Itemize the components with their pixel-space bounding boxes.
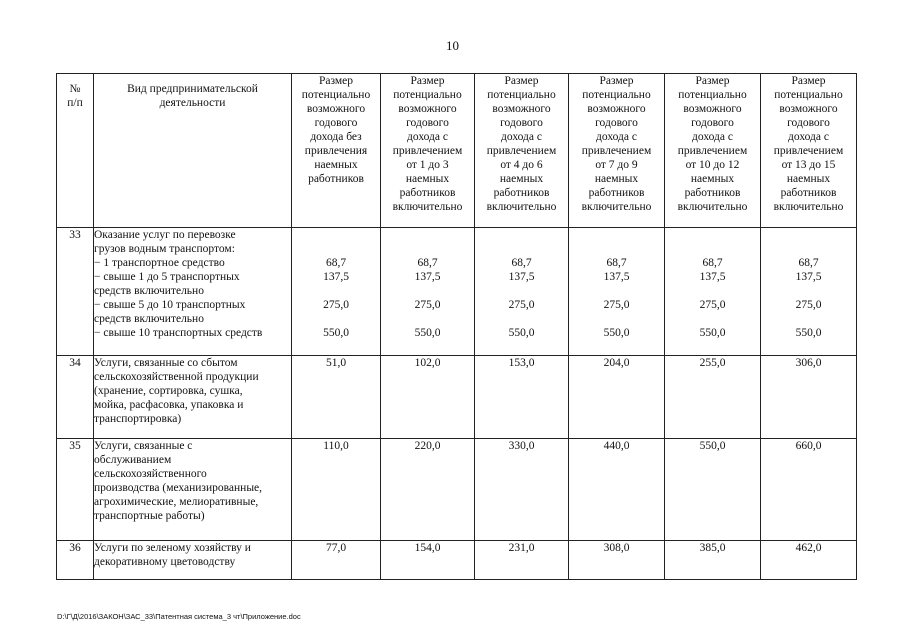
row-value: 51,0 [292,356,381,439]
row-values-7-9-employees: 68,7 137,5 275,0 550,0 [569,228,665,356]
header-income-4-6-employees: Размер потенциально возможного годового дохода с привлечением от 4 до 6 наемных работников включительно [475,74,569,228]
table-row [57,541,857,580]
row-value: 306,0 [761,356,857,439]
row-description: Услуги, связанные с обслуживанием сельскохозяйственного производства (механизированные, агрохимические, мелиоративные, транспортные работы) [94,439,292,541]
patent-income-table [56,73,857,580]
row-value: 462,0 [761,541,857,580]
row-value: 204,0 [569,356,665,439]
table-row [57,228,857,356]
row-value: 255,0 [665,356,761,439]
row-values-13-15-employees: 68,7 137,5 275,0 550,0 [761,228,857,356]
row-value: 110,0 [292,439,381,541]
row-value: 550,0 [665,439,761,541]
row-values-1-3-employees: 68,7 137,5 275,0 550,0 [381,228,475,356]
row-value: 308,0 [569,541,665,580]
row-value: 440,0 [569,439,665,541]
header-row [57,74,857,228]
row-value: 77,0 [292,541,381,580]
table-row [57,356,857,439]
document-file-path: D:\Г\Д\2016\ЗАКОН\ЗАС_33\Патентная система_3 чт\Приложение.doc [57,612,301,621]
row-value: 385,0 [665,541,761,580]
row-value: 102,0 [381,356,475,439]
row-description: Услуги по зеленому хозяйству и декоративному цветоводству [94,541,292,580]
row-values-no-employees: 68,7 137,5 275,0 550,0 [292,228,381,356]
header-income-13-15-employees: Размер потенциально возможного годового дохода с привлечением от 13 до 15 наемных работников включительно [761,74,857,228]
row-number: 34 [57,356,94,439]
row-values-4-6-employees: 68,7 137,5 275,0 550,0 [475,228,569,356]
header-num: № п/п [57,74,94,228]
row-value: 330,0 [475,439,569,541]
row-values-10-12-employees: 68,7 137,5 275,0 550,0 [665,228,761,356]
row-number: 33 [57,228,94,356]
row-value: 660,0 [761,439,857,541]
page-number: 10 [446,38,459,53]
row-number: 36 [57,541,94,580]
header-income-7-9-employees: Размер потенциально возможного годового дохода с привлечением от 7 до 9 наемных работников включительно [569,74,665,228]
header-income-no-employees: Размер потенциально возможного годового дохода без привлечения наемных работников [292,74,381,228]
row-description: Услуги, связанные со сбытом сельскохозяйственной продукции (хранение, сортировка, сушка, мойка, расфасовка, упаковка и транспортировка) [94,356,292,439]
row-value: 153,0 [475,356,569,439]
row-number: 35 [57,439,94,541]
header-activity: Вид предпринимательской деятельности [94,74,292,228]
row-value: 220,0 [381,439,475,541]
row-value: 231,0 [475,541,569,580]
header-income-1-3-employees: Размер потенциально возможного годового дохода с привлечением от 1 до 3 наемных работников включительно [381,74,475,228]
header-income-10-12-employees: Размер потенциально возможного годового дохода с привлечением от 10 до 12 наемных работников включительно [665,74,761,228]
row-description: Оказание услуг по перевозке грузов водным транспортом: − 1 транспортное средство − свыше 1 до 5 транспортных средств включительно − свыше 5 до 10 транспортных средств включительно − свыше 10 транспортных средств [94,228,292,356]
table-row [57,439,857,541]
row-value: 154,0 [381,541,475,580]
